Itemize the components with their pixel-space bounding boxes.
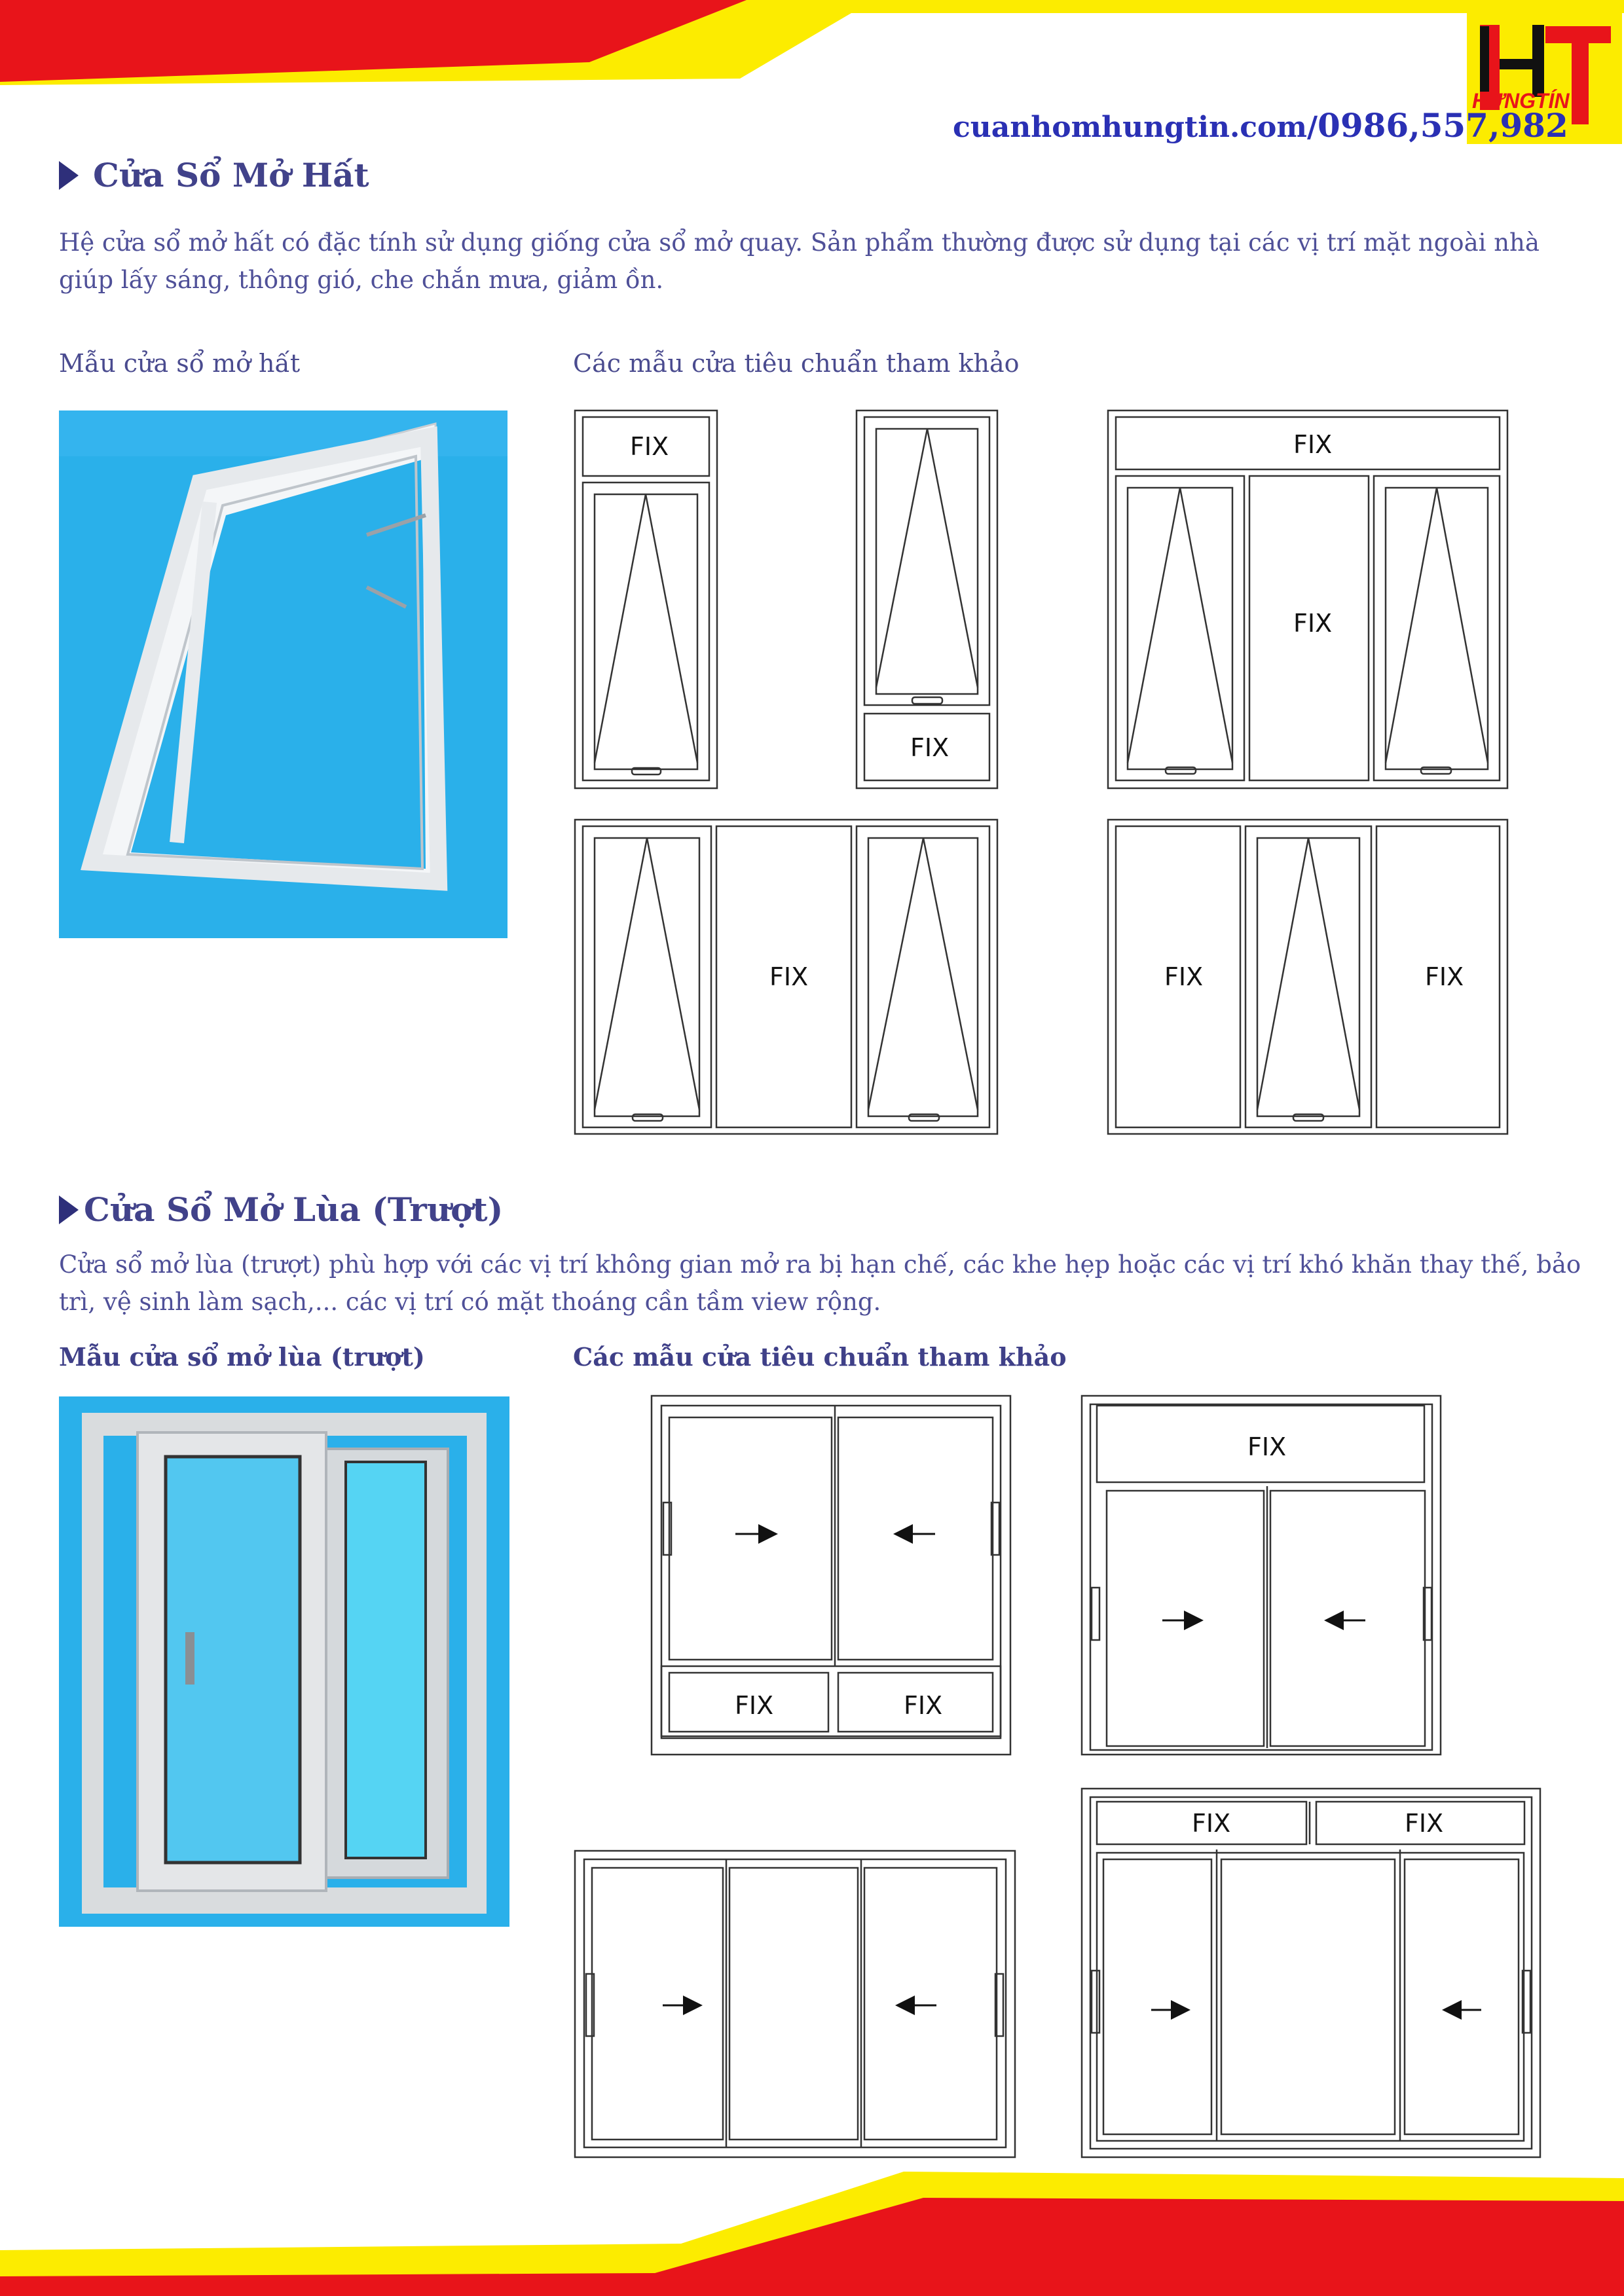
- chevron-right-icon: [59, 1195, 79, 1224]
- sliding-drawings: [570, 1391, 1545, 2164]
- section1-sample-caption: Mẫu cửa sổ mở hất: [59, 349, 301, 378]
- section1-title: [59, 156, 369, 194]
- drawing-a: [575, 410, 717, 788]
- awning-drawings: [570, 406, 1519, 1139]
- section2-sample-caption: Mẫu cửa sổ mở lùa (trượt): [59, 1342, 425, 1372]
- fix-label: FIX: [735, 1691, 774, 1720]
- fix-label: FIX: [630, 432, 669, 461]
- fix-label: FIX: [1405, 1809, 1444, 1838]
- fix-label: FIX: [1293, 430, 1333, 459]
- drawing-c: [1108, 410, 1507, 788]
- logo-text: HƯNGTÍN: [1472, 89, 1570, 113]
- fix-label: FIX: [1192, 1809, 1231, 1838]
- section1-standards-caption: Các mẫu cửa tiêu chuẩn tham khảo: [573, 349, 1020, 378]
- fix-label: FIX: [1247, 1432, 1287, 1461]
- section2-description: Cửa sổ mở lùa (trượt) phù hợp với các vị trí không gian mở ra bị hạn chế, các khe hẹp hoặc các vị trí khó khăn thay thế, bảo trì, vệ sinh làm sạch,... các vị trí có mặt thoáng cần tầm view rộng.: [59, 1250, 1581, 1316]
- fix-label: FIX: [769, 962, 809, 991]
- section1-description: Hệ cửa sổ mở hất có đặc tính sử dụng giống cửa sổ mở quay. Sản phẩm thường được sử dụng tại các vị trí mặt ngoài nhà giúp lấy sáng, thông gió, che chắn mưa, giảm ồn.: [59, 228, 1540, 294]
- section1-title-text: Cửa Sổ Mở Hất: [93, 156, 369, 194]
- section2-title: [59, 1190, 503, 1229]
- fix-label: FIX: [1293, 609, 1333, 638]
- section2-title-text: Cửa Sổ Mở Lùa (Trượt): [84, 1190, 504, 1229]
- fix-label: FIX: [1425, 962, 1464, 991]
- website-link[interactable]: cuanhomhungtin.com/: [953, 111, 1318, 144]
- drawing-b: [857, 410, 997, 788]
- sliding-window-photo: [59, 1396, 509, 1927]
- phone-number[interactable]: 0986,557,982: [1318, 106, 1568, 145]
- bottom-decorative-band: [0, 2172, 1624, 2296]
- drawing-h: [575, 1851, 1015, 2157]
- fix-label: FIX: [1164, 962, 1204, 991]
- section2-standards-caption: Các mẫu cửa tiêu chuẩn tham khảo: [573, 1342, 1067, 1372]
- awning-window-photo: [59, 410, 507, 938]
- drawing-i: [1082, 1789, 1540, 2157]
- fix-label: FIX: [904, 1691, 943, 1720]
- drawing-f: [652, 1396, 1010, 1755]
- fix-label: FIX: [910, 733, 950, 762]
- contact-line[interactable]: [953, 106, 1568, 145]
- chevron-right-icon: [59, 161, 79, 190]
